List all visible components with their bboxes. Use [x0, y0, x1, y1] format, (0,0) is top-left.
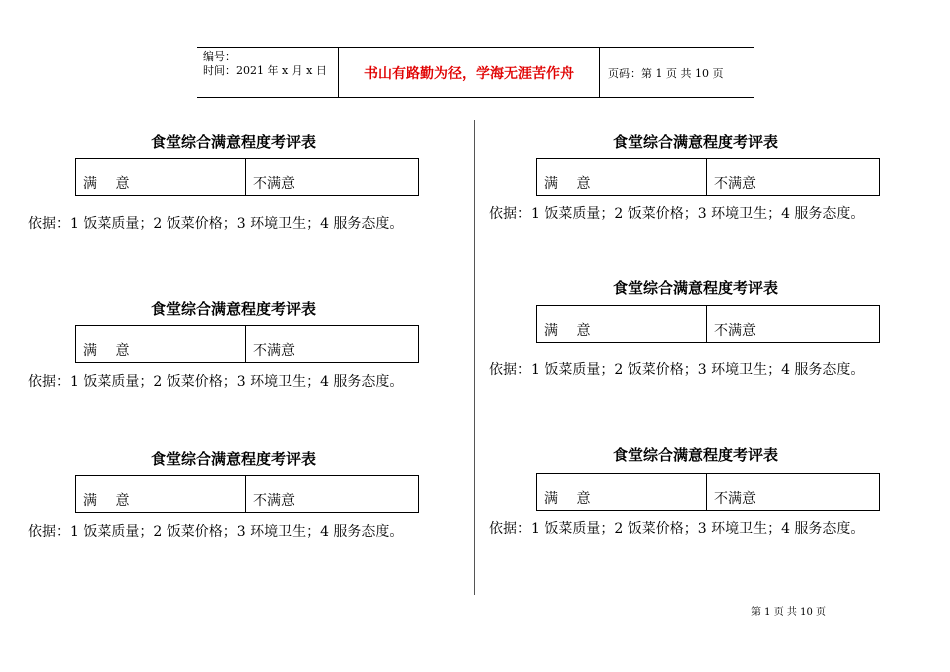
unsatisfied-cell: 不满意: [714, 323, 756, 339]
basis-text: 依据：1 饭菜质量；2 饭菜价格；3 环境卫生；4 服务态度。: [28, 524, 404, 540]
rating-table: [536, 473, 880, 511]
basis-text: 依据：1 饭菜质量；2 饭菜价格；3 环境卫生；4 服务态度。: [489, 521, 865, 537]
unsatisfied-cell: 不满意: [714, 491, 756, 507]
form-title: 食堂综合满意程度考评表: [613, 133, 779, 151]
unsatisfied-cell: 不满意: [714, 176, 756, 192]
satisfied-cell: 满 意: [537, 159, 707, 195]
header-meta: [197, 48, 338, 97]
form-title: 食堂综合满意程度考评表: [151, 450, 317, 468]
rating-table: [75, 475, 419, 513]
page-footer: 第 1 页 共 10 页: [751, 607, 826, 618]
unsatisfied-cell: 不满意: [253, 343, 295, 359]
basis-text: 依据：1 饭菜质量；2 饭菜价格；3 环境卫生；4 服务态度。: [489, 206, 865, 222]
form-title: 食堂综合满意程度考评表: [613, 446, 779, 464]
basis-text: 依据：1 饭菜质量；2 饭菜价格；3 环境卫生；4 服务态度。: [489, 362, 865, 378]
form-title: 食堂综合满意程度考评表: [151, 133, 317, 151]
satisfied-cell: 满 意: [76, 159, 246, 195]
header-motto: 书山有路勤为径，学海无涯苦作舟: [338, 48, 600, 97]
satisfied-cell: 满 意: [537, 474, 707, 510]
form-title: 食堂综合满意程度考评表: [151, 300, 317, 318]
document-header: [197, 47, 754, 98]
rating-table: [536, 158, 880, 196]
satisfied-cell: 满 意: [76, 476, 246, 512]
satisfied-cell: 满 意: [537, 306, 707, 342]
basis-text: 依据：1 饭菜质量；2 饭菜价格；3 环境卫生；4 服务态度。: [28, 374, 404, 390]
number-label: 编号：: [203, 50, 236, 63]
satisfied-cell: 满 意: [76, 326, 246, 362]
unsatisfied-cell: 不满意: [253, 176, 295, 192]
form-title: 食堂综合满意程度考评表: [613, 279, 779, 297]
date-label: 时间：2021 年 x 月 x 日: [203, 64, 327, 77]
header-page-label: 页码：第 1 页 共 10 页: [608, 66, 724, 80]
rating-table: [75, 158, 419, 196]
column-divider: [474, 120, 475, 595]
basis-text: 依据：1 饭菜质量；2 饭菜价格；3 环境卫生；4 服务态度。: [28, 216, 404, 232]
unsatisfied-cell: 不满意: [253, 493, 295, 509]
rating-table: [536, 305, 880, 343]
rating-table: [75, 325, 419, 363]
